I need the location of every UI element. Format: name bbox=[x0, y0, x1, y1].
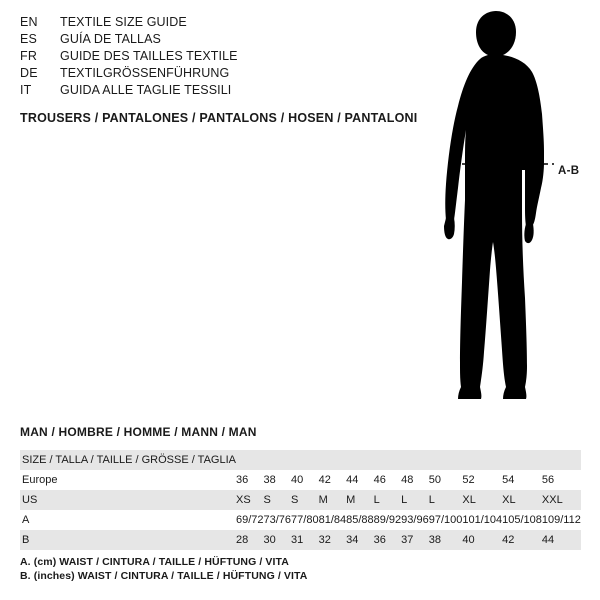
language-code: EN bbox=[20, 15, 38, 29]
cell: 69/72 bbox=[235, 514, 264, 526]
language-code: DE bbox=[20, 66, 38, 80]
cell: 42 bbox=[318, 474, 331, 486]
cell: 54 bbox=[502, 474, 515, 486]
cell bbox=[264, 450, 292, 470]
measure-label-ab: A-B bbox=[558, 165, 580, 177]
cell: 46 bbox=[373, 474, 386, 486]
cell bbox=[374, 450, 402, 470]
language-text: GUÍA DE TALLAS bbox=[60, 32, 161, 46]
cell bbox=[401, 450, 429, 470]
cell: 32 bbox=[318, 534, 331, 546]
cell bbox=[346, 450, 374, 470]
cell: 31 bbox=[291, 534, 304, 546]
language-code: FR bbox=[20, 49, 38, 63]
language-code: ES bbox=[20, 32, 38, 46]
cell: M bbox=[318, 494, 328, 506]
cell: 38 bbox=[263, 474, 276, 486]
language-row bbox=[20, 65, 420, 82]
table-row bbox=[20, 510, 581, 530]
cell: XL bbox=[502, 494, 516, 506]
cell: XS bbox=[235, 494, 251, 506]
cell: L bbox=[401, 494, 408, 506]
cell: S bbox=[291, 494, 299, 506]
cell: 93/96 bbox=[401, 514, 429, 526]
table-row bbox=[20, 450, 581, 470]
footnote-a: A. (cm) WAIST / CINTURA / TAILLE / HÜFTUNG / VITA bbox=[20, 556, 289, 568]
cell: XXL bbox=[541, 494, 563, 506]
language-row bbox=[20, 31, 420, 48]
language-row bbox=[20, 48, 420, 65]
language-text: GUIDE DES TAILLES TEXTILE bbox=[60, 49, 238, 63]
cell: 30 bbox=[263, 534, 276, 546]
cell: 73/76 bbox=[263, 514, 292, 526]
cell: 101/104 bbox=[462, 514, 503, 526]
cell bbox=[291, 450, 319, 470]
cell: 36 bbox=[235, 474, 249, 486]
cell: 56 bbox=[541, 474, 555, 486]
cell: L bbox=[373, 494, 380, 506]
cell: M bbox=[346, 494, 356, 506]
row-label: A bbox=[22, 514, 30, 526]
language-code: IT bbox=[20, 83, 32, 97]
cell: 105/108 bbox=[502, 514, 542, 526]
cell: 97/100 bbox=[428, 514, 463, 526]
row-label: B bbox=[22, 534, 30, 546]
language-row bbox=[20, 14, 420, 31]
cell: 77/80 bbox=[291, 514, 319, 526]
cell: 38 bbox=[428, 534, 441, 546]
cell bbox=[236, 450, 264, 470]
cell: 50 bbox=[428, 474, 441, 486]
man-silhouette-figure bbox=[430, 10, 580, 410]
cell: 28 bbox=[235, 534, 249, 546]
cell: 34 bbox=[346, 534, 359, 546]
cell bbox=[502, 450, 542, 470]
language-header-block bbox=[20, 14, 420, 99]
cell bbox=[429, 450, 463, 470]
table-title: MAN / HOMBRE / HOMME / MANN / MAN bbox=[20, 425, 257, 439]
cell: XL bbox=[462, 494, 476, 506]
cell: 44 bbox=[346, 474, 359, 486]
cell bbox=[462, 450, 502, 470]
row-label: US bbox=[22, 494, 38, 506]
row-label: Europe bbox=[22, 474, 58, 486]
cell: 48 bbox=[401, 474, 414, 486]
language-text: TEXTILGRÖSSENFÜHRUNG bbox=[60, 66, 230, 80]
cell bbox=[319, 450, 347, 470]
language-text: GUIDA ALLE TAGLIE TESSILI bbox=[60, 83, 232, 97]
silhouette-icon bbox=[430, 10, 580, 410]
row-label: SIZE / TALLA / TAILLE / GRÖSSE / TAGLIA bbox=[22, 454, 236, 466]
cell: 40 bbox=[462, 534, 475, 546]
table-row bbox=[20, 470, 581, 490]
cell: 81/84 bbox=[318, 514, 347, 526]
cell: 109/112 bbox=[541, 514, 581, 526]
footnotes bbox=[20, 555, 307, 583]
cell: 44 bbox=[541, 534, 555, 546]
cell: 37 bbox=[401, 534, 414, 546]
footnote-b: B. (inches) WAIST / CINTURA / TAILLE / HÜFTUNG / VITA bbox=[20, 570, 308, 582]
cell: 36 bbox=[373, 534, 386, 546]
cell bbox=[542, 450, 581, 470]
cell: L bbox=[428, 494, 435, 506]
cell: 89/92 bbox=[373, 514, 402, 526]
cell: 42 bbox=[502, 534, 515, 546]
table-row bbox=[20, 490, 581, 510]
cell: S bbox=[263, 494, 271, 506]
table-row bbox=[20, 530, 581, 550]
cell: 52 bbox=[462, 474, 475, 486]
size-table bbox=[20, 450, 581, 550]
language-text: TEXTILE SIZE GUIDE bbox=[60, 15, 187, 29]
cell: 85/88 bbox=[346, 514, 374, 526]
language-row bbox=[20, 82, 420, 99]
cell: 40 bbox=[291, 474, 304, 486]
section-title: TROUSERS / PANTALONES / PANTALONS / HOSEN / PANTALONI bbox=[20, 111, 418, 125]
